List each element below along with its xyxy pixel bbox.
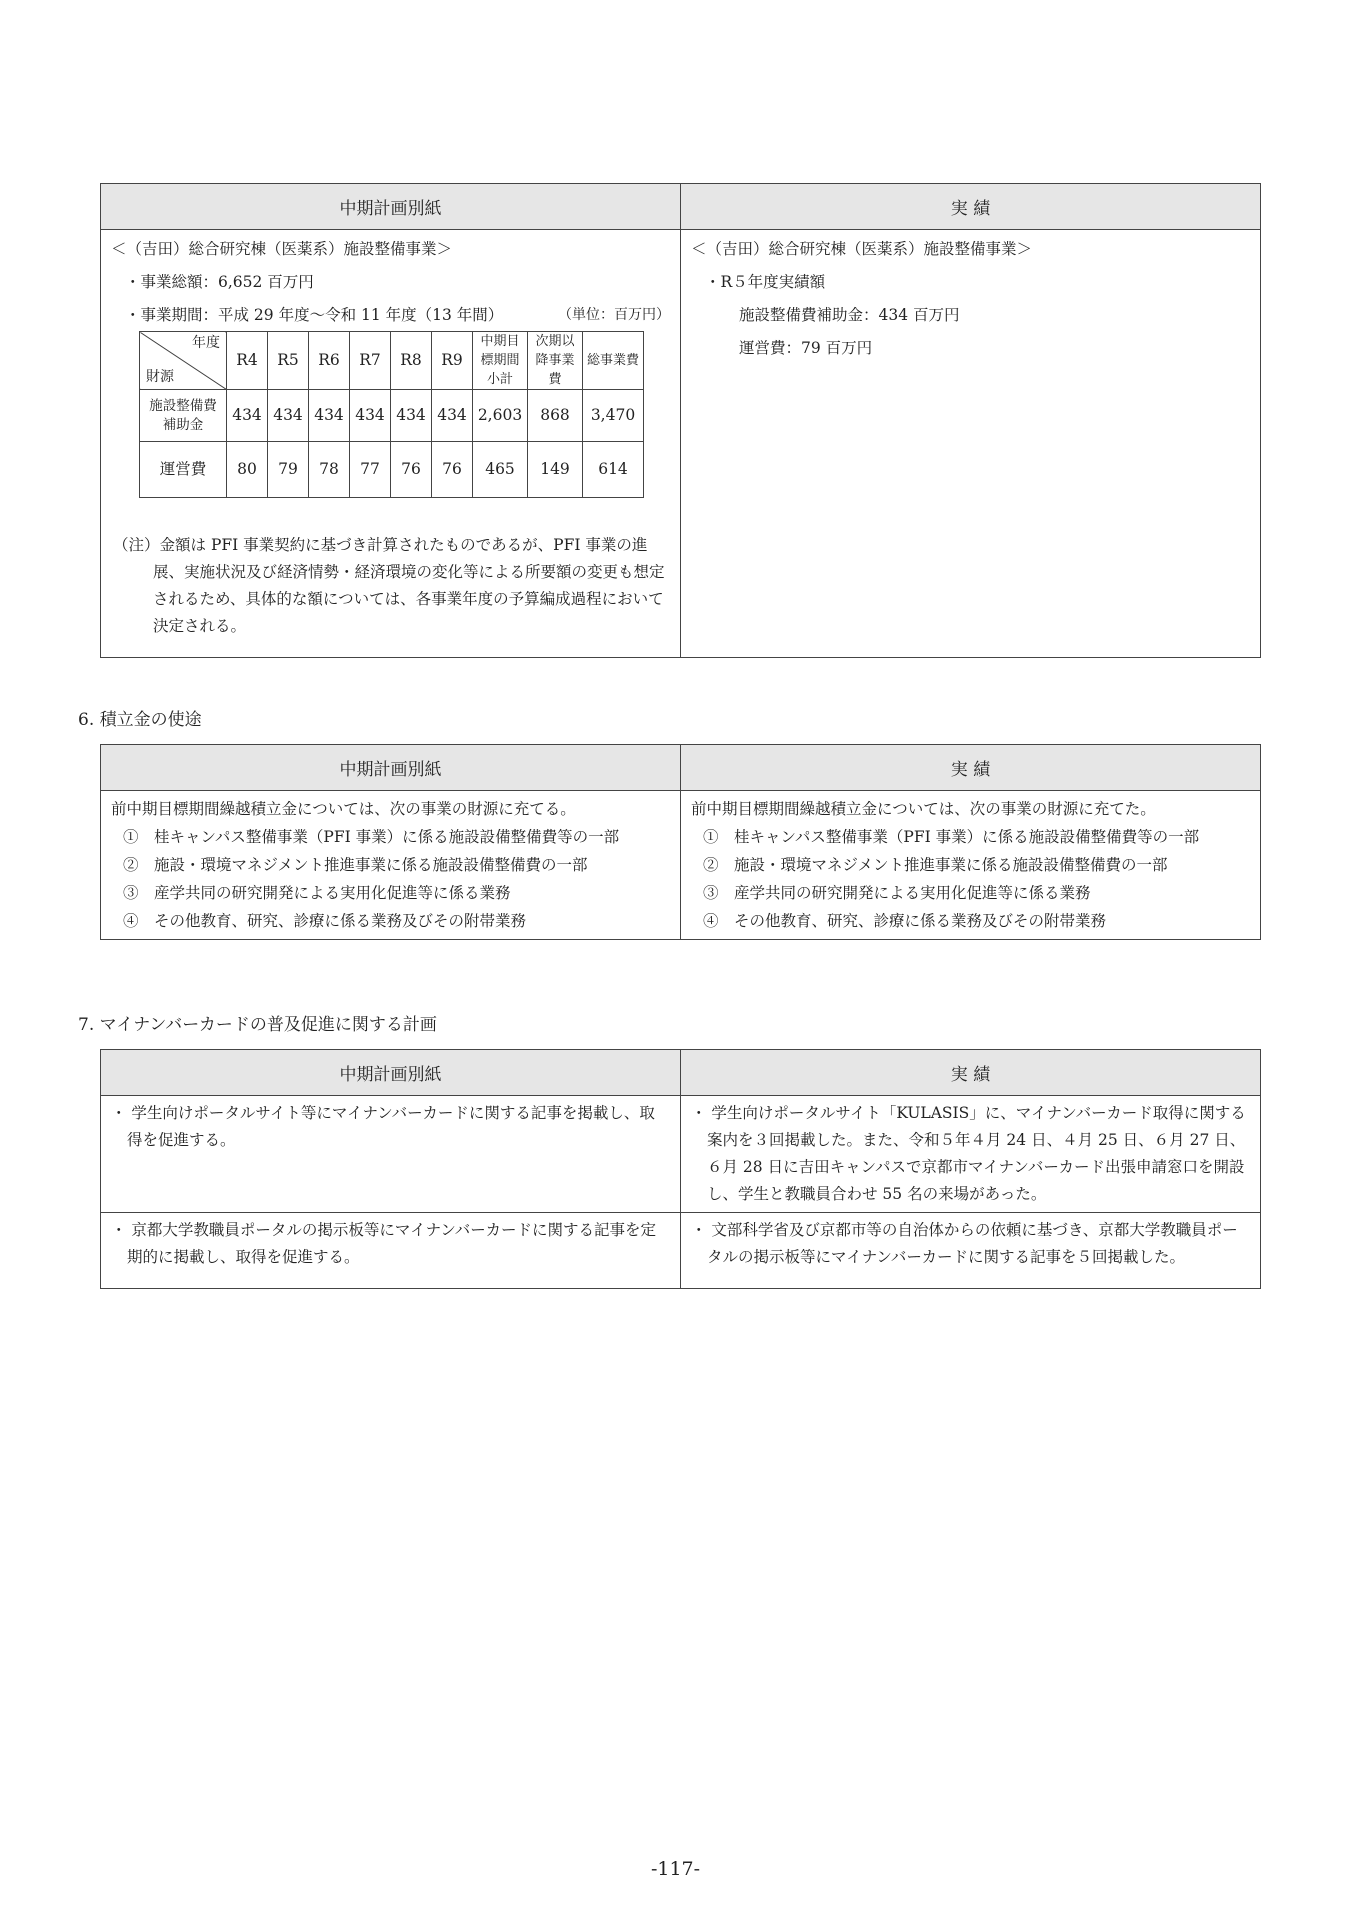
header-plan: 中期計画別紙 bbox=[101, 745, 681, 791]
note-text: 金額は PFI 事業契約に基づき計算されたものであるが、PFI 事業の進展、実施状況及び経済情勢・経済環境の変化等による所要額の変更も想定されるため、具体的な額については、各事業年度の予算編成過程において決定される。 bbox=[153, 536, 665, 635]
plan-title: ＜（吉田）総合研究棟（医薬系）施設整備事業＞ bbox=[111, 240, 453, 258]
mynumber-row bbox=[101, 1096, 1261, 1213]
budget-value: 78 bbox=[309, 442, 350, 498]
corner-year-label: 年度 bbox=[192, 335, 220, 351]
reserve-result-item: ③ 産学共同の研究開発による実用化促進等に係る業務 bbox=[703, 884, 1091, 902]
reserve-table-block bbox=[100, 744, 1261, 940]
mynumber-row bbox=[101, 1213, 1261, 1289]
budget-value: 80 bbox=[227, 442, 268, 498]
plan-period-row bbox=[111, 302, 670, 329]
mynumber-table bbox=[100, 1049, 1261, 1289]
mynumber-result-cell bbox=[681, 1096, 1261, 1213]
header-result: 実 績 bbox=[681, 745, 1261, 791]
budget-value: 434 bbox=[432, 390, 473, 442]
reserve-plan-item: ① 桂キャンパス整備事業（PFI 事業）に係る施設設備整備費等の一部 bbox=[123, 828, 620, 846]
reserve-result-intro: 前中期目標期間繰越積立金については、次の事業の財源に充てた。 bbox=[691, 800, 1156, 818]
col-header: 次期以降事業費 bbox=[528, 332, 583, 390]
col-header: R6 bbox=[309, 332, 350, 390]
budget-value: 434 bbox=[268, 390, 309, 442]
mynumber-result-cell bbox=[681, 1213, 1261, 1289]
page-number: -117- bbox=[650, 1858, 701, 1880]
budget-value: 465 bbox=[473, 442, 528, 498]
col-header: 総事業費 bbox=[583, 332, 644, 390]
mynumber-result-text: ・ 学生向けポータルサイト「KULASIS」に、マイナンバーカード取得に関する案内を３回掲載した。また、令和５年４月 24 日、４月 25 日、６月 27 日、６月 28 日に吉田キャンパスで京都市マイナンバーカード出張申請窓口を開設し、学生と教職員合わせ 55 名の来場があった。 bbox=[691, 1104, 1246, 1203]
plan-total: ・事業総額：6,652 百万円 bbox=[125, 273, 314, 291]
reserve-plan-item: ③ 産学共同の研究開発による実用化促進等に係る業務 bbox=[123, 884, 511, 902]
reserve-result-item: ① 桂キャンパス整備事業（PFI 事業）に係る施設設備整備費等の一部 bbox=[703, 828, 1200, 846]
mynumber-plan-cell bbox=[101, 1213, 681, 1289]
result-cell bbox=[681, 230, 1261, 658]
col-header: R5 bbox=[268, 332, 309, 390]
mynumber-plan-text: ・ 京都大学教職員ポータルの掲示板等にマイナンバーカードに関する記事を定期的に掲載し、取得を促進する。 bbox=[111, 1221, 656, 1266]
header-plan: 中期計画別紙 bbox=[101, 184, 681, 230]
budget-value: 149 bbox=[528, 442, 583, 498]
result-sub: ・R５年度実績額 bbox=[705, 273, 826, 291]
result-title: ＜（吉田）総合研究棟（医薬系）施設整備事業＞ bbox=[691, 240, 1033, 258]
plan-unit: （単位：百万円） bbox=[558, 307, 670, 323]
reserve-table bbox=[100, 744, 1261, 940]
budget-value: 434 bbox=[350, 390, 391, 442]
capital-plan-table-block bbox=[100, 183, 1261, 658]
col-header: R4 bbox=[227, 332, 268, 390]
budget-value: 3,470 bbox=[583, 390, 644, 442]
plan-note bbox=[111, 532, 670, 640]
budget-value: 614 bbox=[583, 442, 644, 498]
budget-value: 79 bbox=[268, 442, 309, 498]
col-header: R8 bbox=[391, 332, 432, 390]
col-header: 中期目標期間小計 bbox=[473, 332, 528, 390]
mynumber-table-block bbox=[100, 1049, 1261, 1289]
result-line-2: 運営費：79 百万円 bbox=[739, 339, 873, 357]
row-label: 運営費 bbox=[140, 442, 227, 498]
mynumber-result-text: ・ 文部科学省及び京都市等の自治体からの依頼に基づき、京都大学教職員ポータルの掲示板等にマイナンバーカードに関する記事を５回掲載した。 bbox=[691, 1221, 1238, 1266]
budget-value: 434 bbox=[391, 390, 432, 442]
budget-corner-cell bbox=[140, 332, 227, 390]
reserve-plan-item: ② 施設・環境マネジメント推進事業に係る施設設備整備費の一部 bbox=[123, 856, 588, 874]
budget-row bbox=[140, 442, 644, 498]
col-header: R7 bbox=[350, 332, 391, 390]
budget-value: 76 bbox=[391, 442, 432, 498]
corner-source-label: 財源 bbox=[146, 369, 174, 385]
budget-value: 76 bbox=[432, 442, 473, 498]
capital-plan-table bbox=[100, 183, 1261, 658]
mynumber-plan-cell bbox=[101, 1096, 681, 1213]
col-header: R9 bbox=[432, 332, 473, 390]
header-result: 実 績 bbox=[681, 184, 1261, 230]
header-result: 実 績 bbox=[681, 1050, 1261, 1096]
reserve-result-cell bbox=[681, 791, 1261, 940]
reserve-result-item: ④ その他教育、研究、診療に係る業務及びその附帯業務 bbox=[703, 912, 1107, 930]
budget-table bbox=[139, 331, 644, 498]
budget-value: 434 bbox=[309, 390, 350, 442]
plan-period: ・事業期間：平成 29 年度～令和 11 年度（13 年間） bbox=[125, 306, 504, 324]
header-plan: 中期計画別紙 bbox=[101, 1050, 681, 1096]
mynumber-plan-text: ・ 学生向けポータルサイト等にマイナンバーカードに関する記事を掲載し、取得を促進する。 bbox=[111, 1104, 655, 1149]
note-mark: （注） bbox=[113, 536, 160, 554]
reserve-result-item: ② 施設・環境マネジメント推進事業に係る施設設備整備費の一部 bbox=[703, 856, 1168, 874]
budget-row bbox=[140, 390, 644, 442]
reserve-plan-item: ④ その他教育、研究、診療に係る業務及びその附帯業務 bbox=[123, 912, 527, 930]
result-line-1: 施設整備費補助金：434 百万円 bbox=[739, 306, 960, 324]
reserve-plan-intro: 前中期目標期間繰越積立金については、次の事業の財源に充てる。 bbox=[111, 800, 576, 818]
section7-heading: 7. マイナンバーカードの普及促進に関する計画 bbox=[78, 1015, 437, 1035]
plan-cell bbox=[101, 230, 681, 658]
section6-heading: 6. 積立金の使途 bbox=[78, 710, 202, 730]
budget-value: 434 bbox=[227, 390, 268, 442]
row-label: 施設整備費補助金 bbox=[140, 390, 227, 442]
reserve-plan-cell bbox=[101, 791, 681, 940]
budget-value: 77 bbox=[350, 442, 391, 498]
budget-value: 2,603 bbox=[473, 390, 528, 442]
budget-value: 868 bbox=[528, 390, 583, 442]
